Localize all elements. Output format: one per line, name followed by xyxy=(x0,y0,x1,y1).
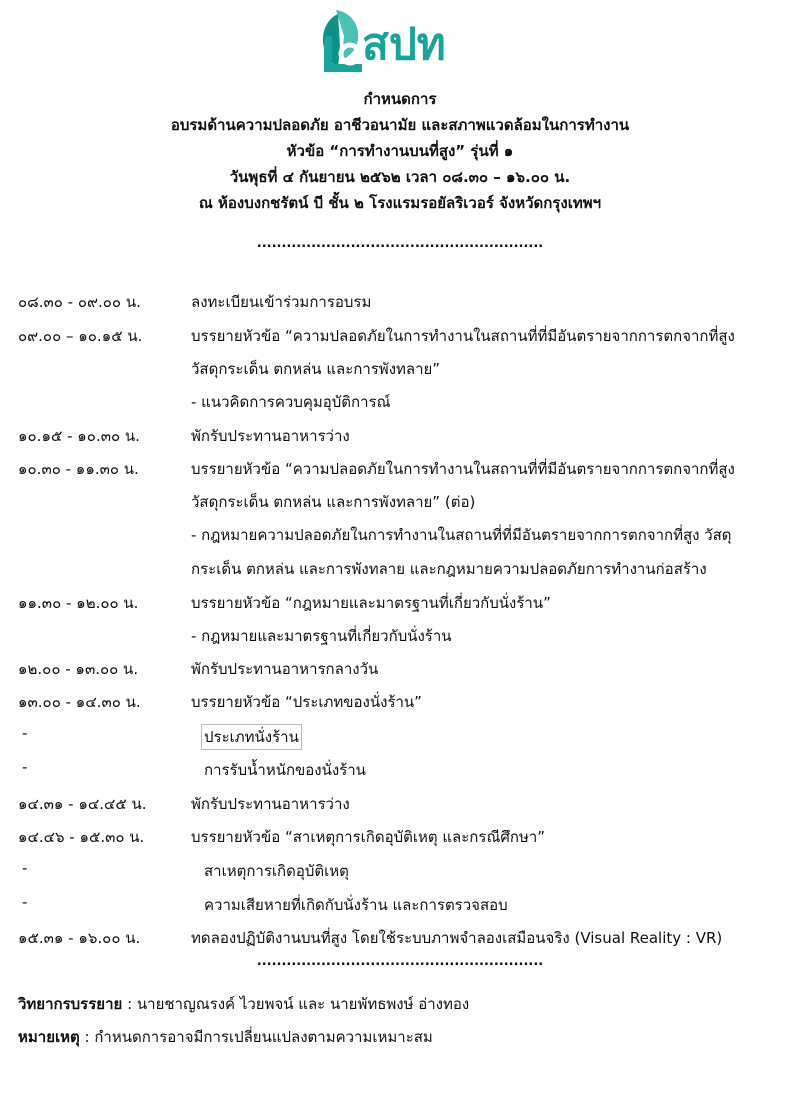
venue: ณ ห้องบงกชรัตน์ บี ชั้น ๒ โรงแรมรอยัลริเวอร์ จังหวัดกรุงเทพฯ xyxy=(198,194,602,212)
bullet-dash: - xyxy=(22,859,28,877)
bullet-dash: - xyxy=(22,758,28,776)
speaker-line xyxy=(18,992,469,1016)
logo-text: สปท xyxy=(362,19,446,70)
date-time: วันพุธที่ ๔ กันยายน ๒๕๖๒ เวลา ๐๘.๓๐ – ๑๖.๐๐ น. xyxy=(229,168,571,186)
title: กำหนดการ xyxy=(363,90,437,108)
subtopic: ประเภทนั่งร้าน xyxy=(201,724,302,750)
time-slot: ๑๐.๑๕ - ๑๐.๓๐ น. xyxy=(18,427,140,445)
activity: พักรับประทานอาหารว่าง xyxy=(191,795,350,813)
note-label: หมายเหตุ xyxy=(18,1028,80,1046)
activity: บรรยายหัวข้อ “ความปลอดภัยในการทำงานในสถานที่ที่มีอันตรายจากการตกจากที่สูง xyxy=(191,460,735,478)
time-slot: ๑๑.๓๐ - ๑๒.๐๐ น. xyxy=(18,594,139,612)
activity: วัสดุกระเด็น ตกหล่น และการพังทลาย” (ต่อ) xyxy=(191,493,476,511)
activity: ทดลองปฏิบัติงานบนที่สูง โดยใช้ระบบภาพจำลองเสมือนจริง (Visual Reality : VR) xyxy=(191,929,723,947)
bullet-dash: - xyxy=(22,893,28,911)
subtitle: อบรมด้านความปลอดภัย อาชีวอนามัย และสภาพแวดล้อมในการทำงาน xyxy=(170,116,630,134)
speaker-names: : นายชาญณรงค์ ไวยพจน์ และ นายพัทธพงษ์ อ่างทอง xyxy=(122,995,470,1013)
time-slot: ๑๐.๓๐ - ๑๑.๓๐ น. xyxy=(18,460,139,478)
time-slot: ๑๓.๐๐ - ๑๔.๓๐ น. xyxy=(18,693,141,711)
activity: - กฎหมายและมาตรฐานที่เกี่ยวกับนั่งร้าน xyxy=(191,627,452,645)
subtopic: ความเสียหายที่เกิดกับนั่งร้าน และการตรวจสอบ xyxy=(204,896,508,914)
separator-top: .......................................................... xyxy=(256,236,544,251)
time-slot: ๑๔.๔๖ - ๑๕.๓๐ น. xyxy=(18,828,145,846)
activity: - แนวคิดการควบคุมอุบัติการณ์ xyxy=(191,393,391,411)
time-slot: ๑๒.๐๐ - ๑๓.๐๐ น. xyxy=(18,660,139,678)
activity: ลงทะเบียนเข้าร่วมการอบรม xyxy=(191,293,372,311)
activity: บรรยายหัวข้อ “กฎหมายและมาตรฐานที่เกี่ยวกับนั่งร้าน” xyxy=(191,594,551,612)
note-line xyxy=(18,1025,433,1049)
bullet-dash: - xyxy=(22,724,28,742)
activity: วัสดุกระเด็น ตกหล่น และการพังทลาย” xyxy=(191,360,441,378)
time-slot: ๐๘.๓๐ - ๐๙.๐๐ น. xyxy=(18,293,141,311)
document-header xyxy=(0,86,800,216)
activity: - กฎหมายความปลอดภัยในการทำงานในสถานที่ที่มีอันตรายจากการตกจากที่สูง วัสดุ xyxy=(191,526,732,544)
subtopic: การรับน้ำหนักของนั่งร้าน xyxy=(204,761,366,779)
topic: หัวข้อ “การทำงานบนที่สูง” รุ่นที่ ๑ xyxy=(286,142,514,160)
time-slot: ๑๔.๓๑ - ๑๔.๔๕ น. xyxy=(18,795,147,813)
activity: บรรยายหัวข้อ “สาเหตุการเกิดอุบัติเหตุ และกรณีศึกษา” xyxy=(191,828,546,846)
subtopic: สาเหตุการเกิดอุบัติเหตุ xyxy=(204,862,349,880)
activity: กระเด็น ตกหล่น และการพังทลาย และกฎหมายความปลอดภัยการทำงานก่อสร้าง xyxy=(191,560,707,578)
activity: พักรับประทานอาหารว่าง xyxy=(191,427,350,445)
separator-bottom: .......................................................... xyxy=(256,954,544,969)
activity: พักรับประทานอาหารกลางวัน xyxy=(191,660,379,678)
activity: บรรยายหัวข้อ “ประเภทของนั่งร้าน” xyxy=(191,693,422,711)
speaker-label: วิทยากรบรรยาย xyxy=(18,995,123,1013)
note-text: : กำหนดการอาจมีการเปลี่ยนแปลงตามความเหมาะสม xyxy=(79,1028,433,1046)
spt-logo xyxy=(310,6,485,76)
time-slot: ๑๕.๓๑ - ๑๖.๐๐ น. xyxy=(18,929,141,947)
activity: บรรยายหัวข้อ “ความปลอดภัยในการทำงานในสถานที่ที่มีอันตรายจากการตกจากที่สูง xyxy=(191,327,735,345)
time-slot: ๐๙.๐๐ – ๑๐.๑๕ น. xyxy=(18,327,143,345)
